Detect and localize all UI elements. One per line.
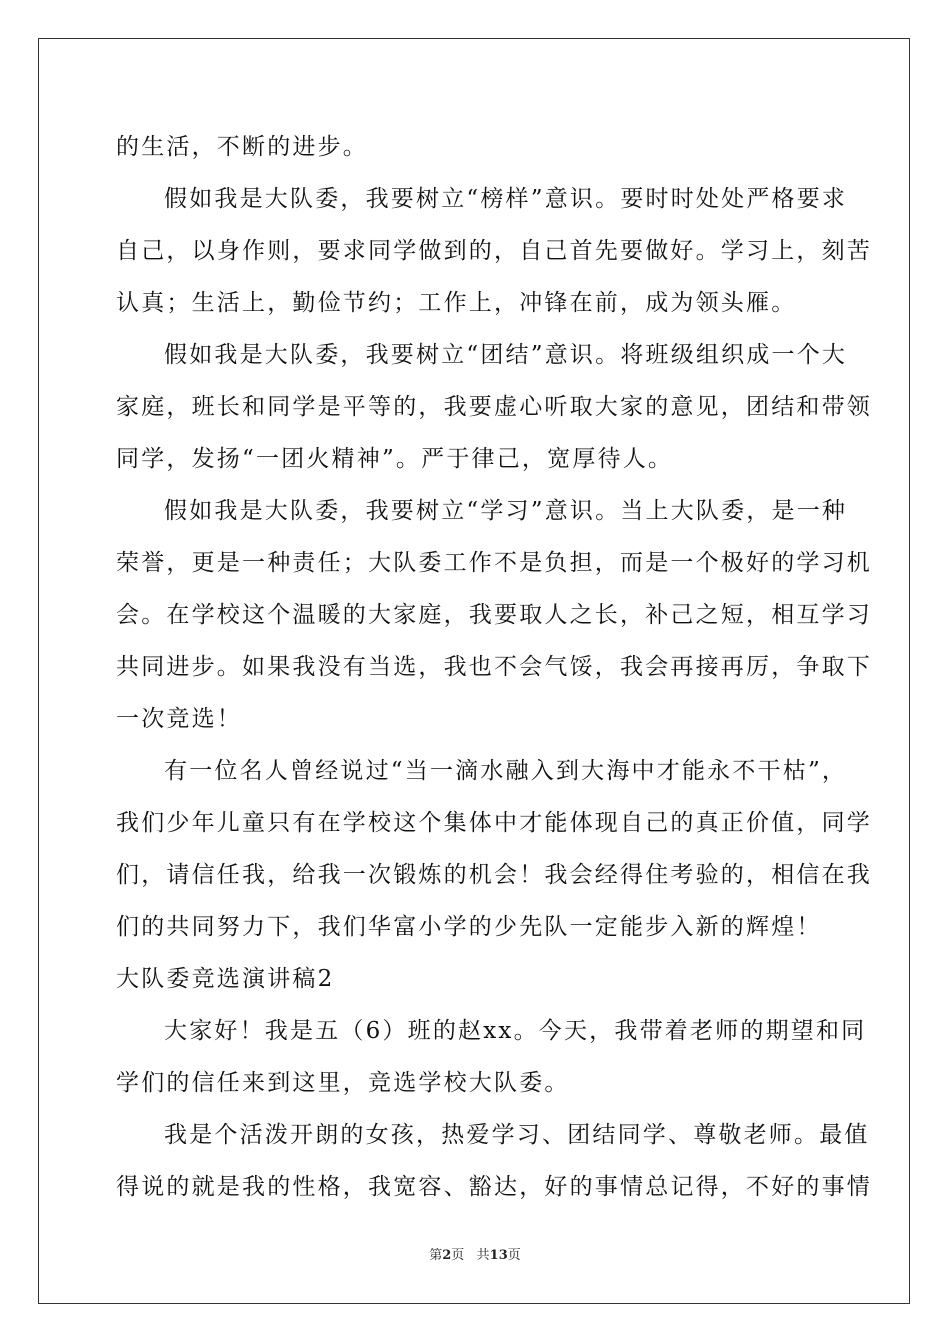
page-footer bbox=[0, 1244, 950, 1263]
text-line: 我是个活泼开朗的女孩，热爱学习、团结同学、尊敬老师。最值 bbox=[164, 1122, 870, 1148]
text-line: 假如我是大队委，我要树立“榜样”意识。要时时处处严格要求 bbox=[164, 186, 848, 212]
text-line: 们的共同努力下，我们华富小学的少先队一定能步入新的辉煌！ bbox=[116, 914, 822, 940]
text-line: 得说的就是我的性格，我宽容、豁达，好的事情总记得，不好的事情 bbox=[116, 1174, 872, 1200]
text-line: 荣誉，更是一种责任；大队委工作不是负担，而是一个极好的学习机 bbox=[116, 550, 872, 576]
section-heading: 大队委竞选演讲稿2 bbox=[116, 966, 335, 992]
page-number: 2 bbox=[442, 1248, 452, 1263]
total-pages: 13 bbox=[489, 1248, 508, 1263]
text-line: 家庭，班长和同学是平等的，我要虚心听取大家的意见，团结和带领 bbox=[116, 394, 872, 420]
text-line: 学们的信任来到这里，竞选学校大队委。 bbox=[116, 1070, 570, 1096]
footer-mid: 页 共 bbox=[451, 1248, 490, 1263]
text-line: 的生活，不断的进步。 bbox=[116, 134, 368, 160]
footer-suffix: 页 bbox=[507, 1248, 521, 1263]
footer-prefix: 第 bbox=[429, 1248, 443, 1263]
text-line: 会。在学校这个温暖的大家庭，我要取人之长，补己之短，相互学习 bbox=[116, 602, 872, 628]
text-line: 一次竞选！ bbox=[116, 706, 242, 732]
text-line: 大家好！我是五（6）班的赵xx。今天，我带着老师的期望和同 bbox=[164, 1018, 867, 1044]
text-line: 假如我是大队委，我要树立“学习”意识。当上大队委，是一种 bbox=[164, 498, 848, 524]
text-line: 同学，发扬“一团火精神”。严于律己，宽厚待人。 bbox=[116, 446, 674, 472]
text-line: 认真；生活上，勤俭节约；工作上，冲锋在前，成为领头雁。 bbox=[116, 290, 797, 316]
text-line: 自己，以身作则，要求同学做到的，自己首先要做好。学习上，刻苦 bbox=[116, 238, 872, 264]
text-line: 共同进步。如果我没有当选，我也不会气馁，我会再接再厉，争取下 bbox=[116, 654, 872, 680]
text-line: 我们少年儿童只有在学校这个集体中才能体现自己的真正价值，同学 bbox=[116, 810, 872, 836]
text-line: 们，请信任我，给我一次锻炼的机会！我会经得住考验的，相信在我 bbox=[116, 862, 872, 888]
text-line: 假如我是大队委，我要树立“团结”意识。将班级组织成一个大 bbox=[164, 342, 848, 368]
text-line: 有一位名人曾经说过“当一滴水融入到大海中才能永不干枯”， bbox=[164, 758, 848, 784]
